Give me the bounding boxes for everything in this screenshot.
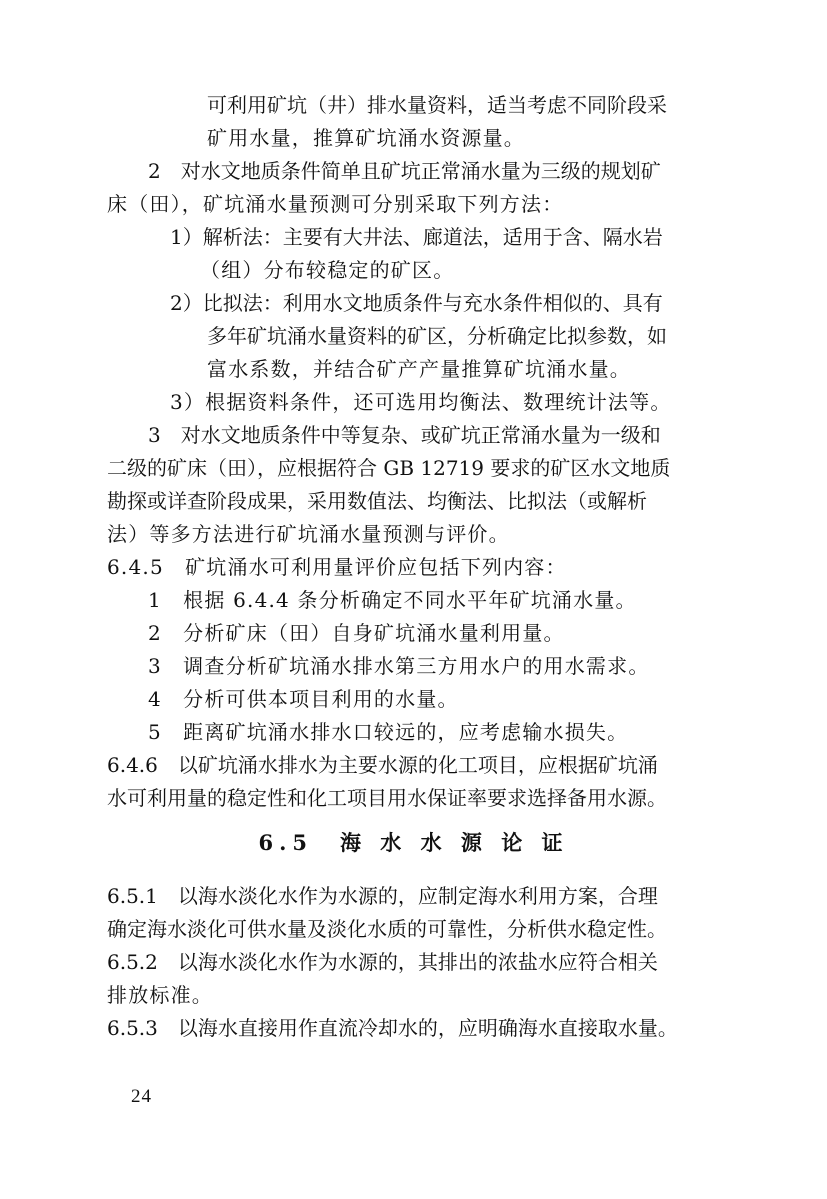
text-line: 确定海水淡化可供水量及淡化水质的可靠性，分析供水稳定性。 xyxy=(107,917,667,941)
list-item: 2 分析矿床（田）自身矿坑涌水量利用量。 xyxy=(148,621,565,645)
text-line: 勘探或详查阶段成果，采用数值法、均衡法、比拟法（或解析 xyxy=(107,489,647,513)
text-line: 2）比拟法：利用水文地质条件与充水条件相似的、具有 xyxy=(170,291,663,315)
list-item: 1 根据 6.4.4 条分析确定不同水平年矿坑涌水量。 xyxy=(148,588,637,612)
list-item: 3 调查分析矿坑涌水排水第三方用水户的用水需求。 xyxy=(148,654,650,678)
clause-6-5-2: 6.5.2 以海水淡化水作为水源的，其排出的浓盐水应符合相关 xyxy=(107,950,658,974)
text-line: 二级的矿床（田），应根据符合 GB 12719 要求的矿区水文地质 xyxy=(107,456,671,480)
list-item: 4 分析可供本项目利用的水量。 xyxy=(148,687,459,711)
clause-6-5-1: 6.5.1 以海水淡化水作为水源的，应制定海水利用方案，合理 xyxy=(107,884,658,908)
text-line: 矿用水量，推算矿坑涌水资源量。 xyxy=(207,126,525,150)
text-line: 2 对水文地质条件简单且矿坑正常涌水量为三级的规划矿 xyxy=(148,159,661,183)
text-line: 可利用矿坑（井）排水量资料，适当考虑不同阶段采 xyxy=(207,93,667,117)
text-line: 3）根据资料条件，还可选用均衡法、数理统计法等。 xyxy=(170,390,672,414)
text-line: 1）解析法：主要有大井法、廊道法，适用于含、隔水岩 xyxy=(170,225,663,249)
text-line: 多年矿坑涌水量资料的矿区，分析确定比拟参数，如 xyxy=(207,324,667,348)
clause-6-4-6: 6.4.6 以矿坑涌水排水为主要水源的化工项目，应根据矿坑涌 xyxy=(107,753,658,777)
text-line: 床（田），矿坑涌水量预测可分别采取下列方法： xyxy=(107,192,564,216)
text-line: 富水系数，并结合矿产产量推算矿坑涌水量。 xyxy=(207,357,631,381)
section-title: 6.5 海 水 水 源 论 证 xyxy=(258,830,569,855)
text-line: 法）等多方法进行矿坑涌水量预测与评价。 xyxy=(107,522,510,546)
clause-6-4-5: 6.4.5 矿坑涌水可利用量评价应包括下列内容： xyxy=(107,555,567,579)
text-line: 3 对水文地质条件中等复杂、或矿坑正常涌水量为一级和 xyxy=(148,423,661,447)
clause-6-5-3: 6.5.3 以海水直接用作直流冷却水的，应明确海水直接取水量。 xyxy=(107,1016,678,1040)
text-line: 水可利用量的稳定性和化工项目用水保证率要求选择备用水源。 xyxy=(107,786,667,810)
page-number: 24 xyxy=(131,1086,152,1107)
text-line: 排放标准。 xyxy=(107,983,213,1007)
list-item: 5 距离矿坑涌水排水口较远的，应考虑输水损失。 xyxy=(148,720,629,744)
text-line: （组）分布较稳定的矿区。 xyxy=(200,258,455,282)
